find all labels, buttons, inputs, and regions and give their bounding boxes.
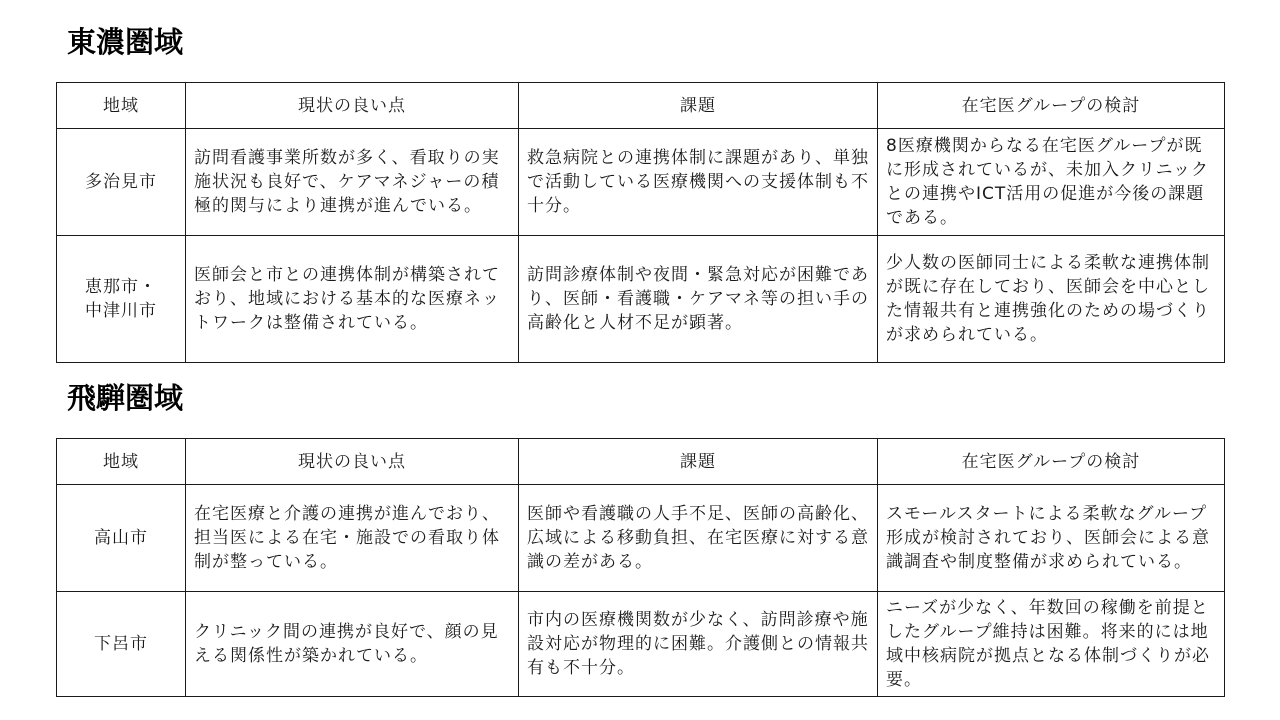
issues-cell: 医師や看護職の人手不足、医師の高齢化、広域による移動負担、在宅医療に対する意識の差がある。: [519, 485, 878, 592]
issues-cell: 訪問診療体制や夜間・緊急対応が困難であり、医師・看護職・ケアマネ等の担い手の高齢化と人材不足が顕著。: [519, 236, 878, 363]
table-row: [57, 129, 1225, 236]
header-issues: 課題: [519, 439, 878, 485]
group-cell: スモールスタートによる柔軟なグループ形成が検討されており、医師会による意識調査や制度整備が求められている。: [878, 485, 1225, 592]
region-table-tono: [56, 82, 1225, 363]
section-title-hida: 飛騨圏域: [67, 381, 184, 415]
good-points-cell: 在宅医療と介護の連携が進んでおり、担当医による在宅・施設での看取り体制が整っている。: [186, 485, 519, 592]
area-cell: [57, 485, 186, 592]
table-header-row: [57, 439, 1225, 485]
area-name-line-2: 中津川市: [85, 301, 157, 321]
table-header-row: [57, 83, 1225, 129]
area-name: 多治見市: [85, 172, 157, 192]
header-issues: 課題: [519, 83, 878, 129]
area-name: 高山市: [94, 528, 148, 548]
region-table-hida: [56, 438, 1225, 697]
header-home-doctor-group: 在宅医グループの検討: [878, 439, 1225, 485]
good-points-cell: クリニック間の連携が良好で、顔の見える関係性が築かれている。: [186, 592, 519, 697]
header-home-doctor-group: 在宅医グループの検討: [878, 83, 1225, 129]
group-cell: 少人数の医師同士による柔軟な連携体制が既に存在しており、医師会を中心とした情報共有と連携強化のための場づくりが求められている。: [878, 236, 1225, 363]
area-cell: [57, 129, 186, 236]
area-cell: [57, 592, 186, 697]
area-name: 下呂市: [94, 634, 148, 654]
table-row: [57, 236, 1225, 363]
group-cell: 8医療機関からなる在宅医グループが既に形成されているが、未加入クリニックとの連携やICT活用の促進が今後の課題である。: [878, 129, 1225, 236]
good-points-cell: 訪問看護事業所数が多く、看取りの実施状況も良好で、ケアマネジャーの積極的関与により連携が進んでいる。: [186, 129, 519, 236]
area-name-line-1: 恵那市・: [85, 277, 157, 297]
area-cell: [57, 236, 186, 363]
table-row: [57, 592, 1225, 697]
header-good-points: 現状の良い点: [186, 83, 519, 129]
header-area: 地域: [57, 439, 186, 485]
header-good-points: 現状の良い点: [186, 439, 519, 485]
table-row: [57, 485, 1225, 592]
issues-cell: 救急病院との連携体制に課題があり、単独で活動している医療機関への支援体制も不十分。: [519, 129, 878, 236]
issues-cell: 市内の医療機関数が少なく、訪問診療や施設対応が物理的に困難。介護側との情報共有も不十分。: [519, 592, 878, 697]
header-area: 地域: [57, 83, 186, 129]
section-title-tono: 東濃圏域: [67, 25, 184, 59]
good-points-cell: 医師会と市との連携体制が構築されており、地域における基本的な医療ネットワークは整備されている。: [186, 236, 519, 363]
group-cell: ニーズが少なく、年数回の稼働を前提としたグループ維持は困難。将来的には地域中核病院が拠点となる体制づくりが必要。: [878, 592, 1225, 697]
